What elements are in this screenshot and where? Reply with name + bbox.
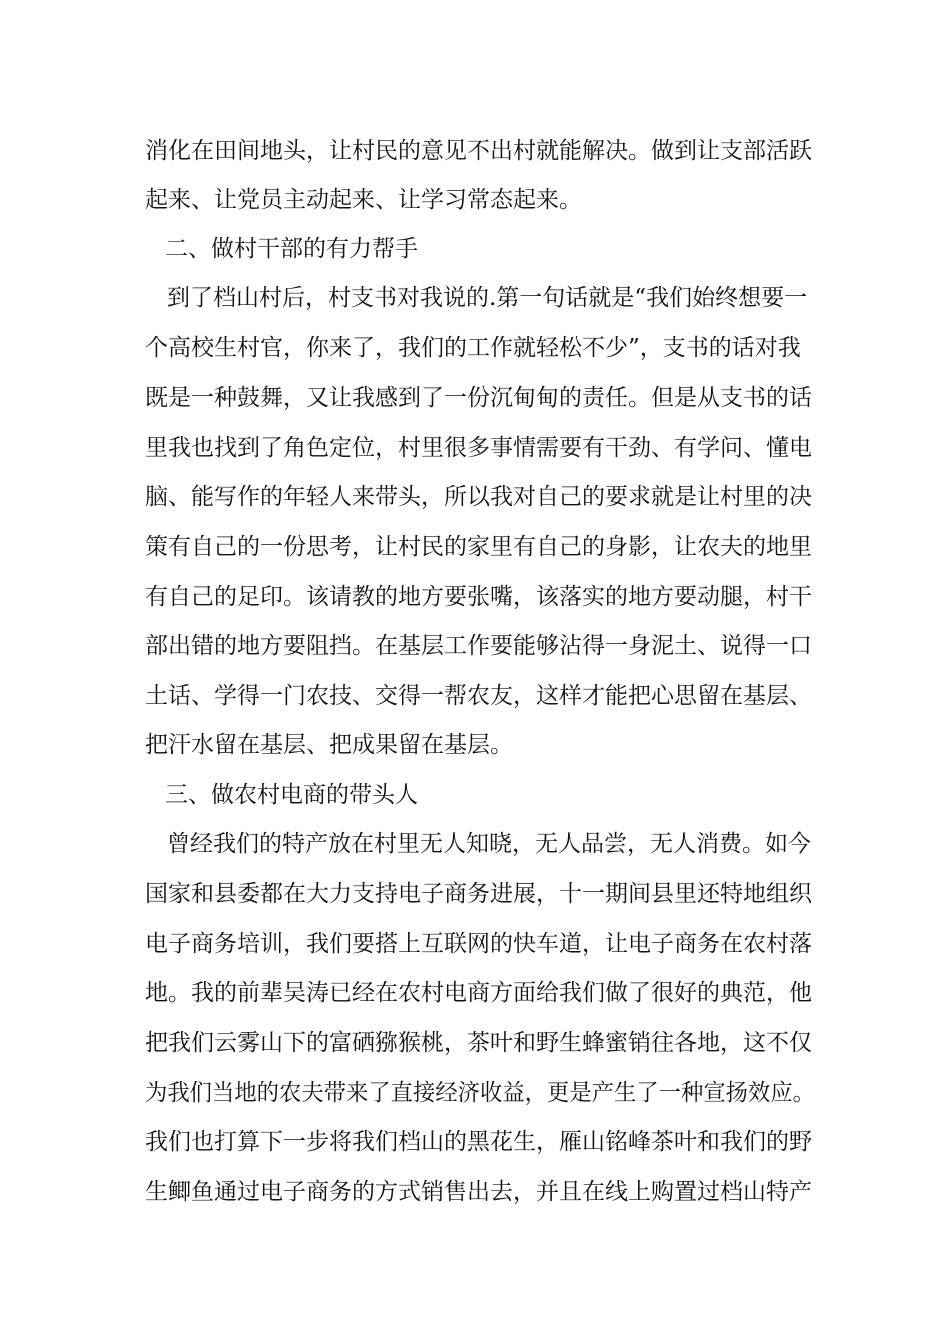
body-text-line: 我们也打算下一步将我们档山的黑花生，雁山铭峰茶叶和我们的野 xyxy=(145,1129,812,1155)
body-text-line: 为我们当地的农夫带来了直接经济收益，更是产生了一种宣扬效应。 xyxy=(145,1080,815,1106)
body-text-line: 既是一种鼓舞，又让我感到了一份沉甸甸的责任。但是从支书的话 xyxy=(145,385,812,411)
body-text-line: 起来、让党员主动起来、让学习常态起来。 xyxy=(145,187,582,213)
body-text-line: 消化在田间地头，让村民的意见不出村就能解决。做到让支部活跃 xyxy=(145,138,812,164)
body-text-line: 把汗水留在基层、把成果留在基层。 xyxy=(145,732,513,758)
body-text-line: 生鲫鱼通过电子商务的方式销售出去，并且在线上购置过档山特产 xyxy=(145,1179,812,1205)
body-text-line: 电子商务培训，我们要搭上互联网的快车道，让电子商务在农村落 xyxy=(145,931,812,957)
body-text-line: 到了档山村后，村支书对我说的.第一句话就是“我们始终想要一 xyxy=(167,285,808,311)
body-text-line: 部出错的地方要阻挡。在基层工作要能够沾得一身泥土、说得一口 xyxy=(145,633,812,659)
body-text-line: 策有自己的一份思考，让村民的家里有自己的身影，让农夫的地里 xyxy=(145,534,812,560)
section-heading: 三、做农村电商的带头人 xyxy=(165,782,418,808)
body-text-line: 个高校生村官，你来了，我们的工作就轻松不少”，支书的话对我 xyxy=(145,335,801,361)
body-text-line: 国家和县委都在大力支持电子商务进展，十一期间县里还特地组织 xyxy=(145,881,812,907)
body-text-line: 地。我的前辈吴涛已经在农村电商方面给我们做了很好的典范，他 xyxy=(145,980,812,1006)
body-text-line: 把我们云雾山下的富硒猕猴桃，茶叶和野生蜂蜜销往各地，这不仅 xyxy=(145,1030,812,1056)
body-text-line: 脑、能写作的年轻人来带头，所以我对自己的要求就是让村里的决 xyxy=(145,484,812,510)
section-heading: 二、做村干部的有力帮手 xyxy=(165,236,418,262)
body-text-line: 有自己的足印。该请教的地方要张嘴，该落实的地方要动腿，村干 xyxy=(145,584,812,610)
body-text-line: 曾经我们的特产放在村里无人知晓，无人品尝，无人消费。如今 xyxy=(167,831,811,857)
body-text-line: 土话、学得一门农技、交得一帮农友，这样才能把心思留在基层、 xyxy=(145,683,812,709)
body-text-line: 里我也找到了角色定位，村里很多事情需要有干劲、有学问、懂电 xyxy=(145,435,812,461)
